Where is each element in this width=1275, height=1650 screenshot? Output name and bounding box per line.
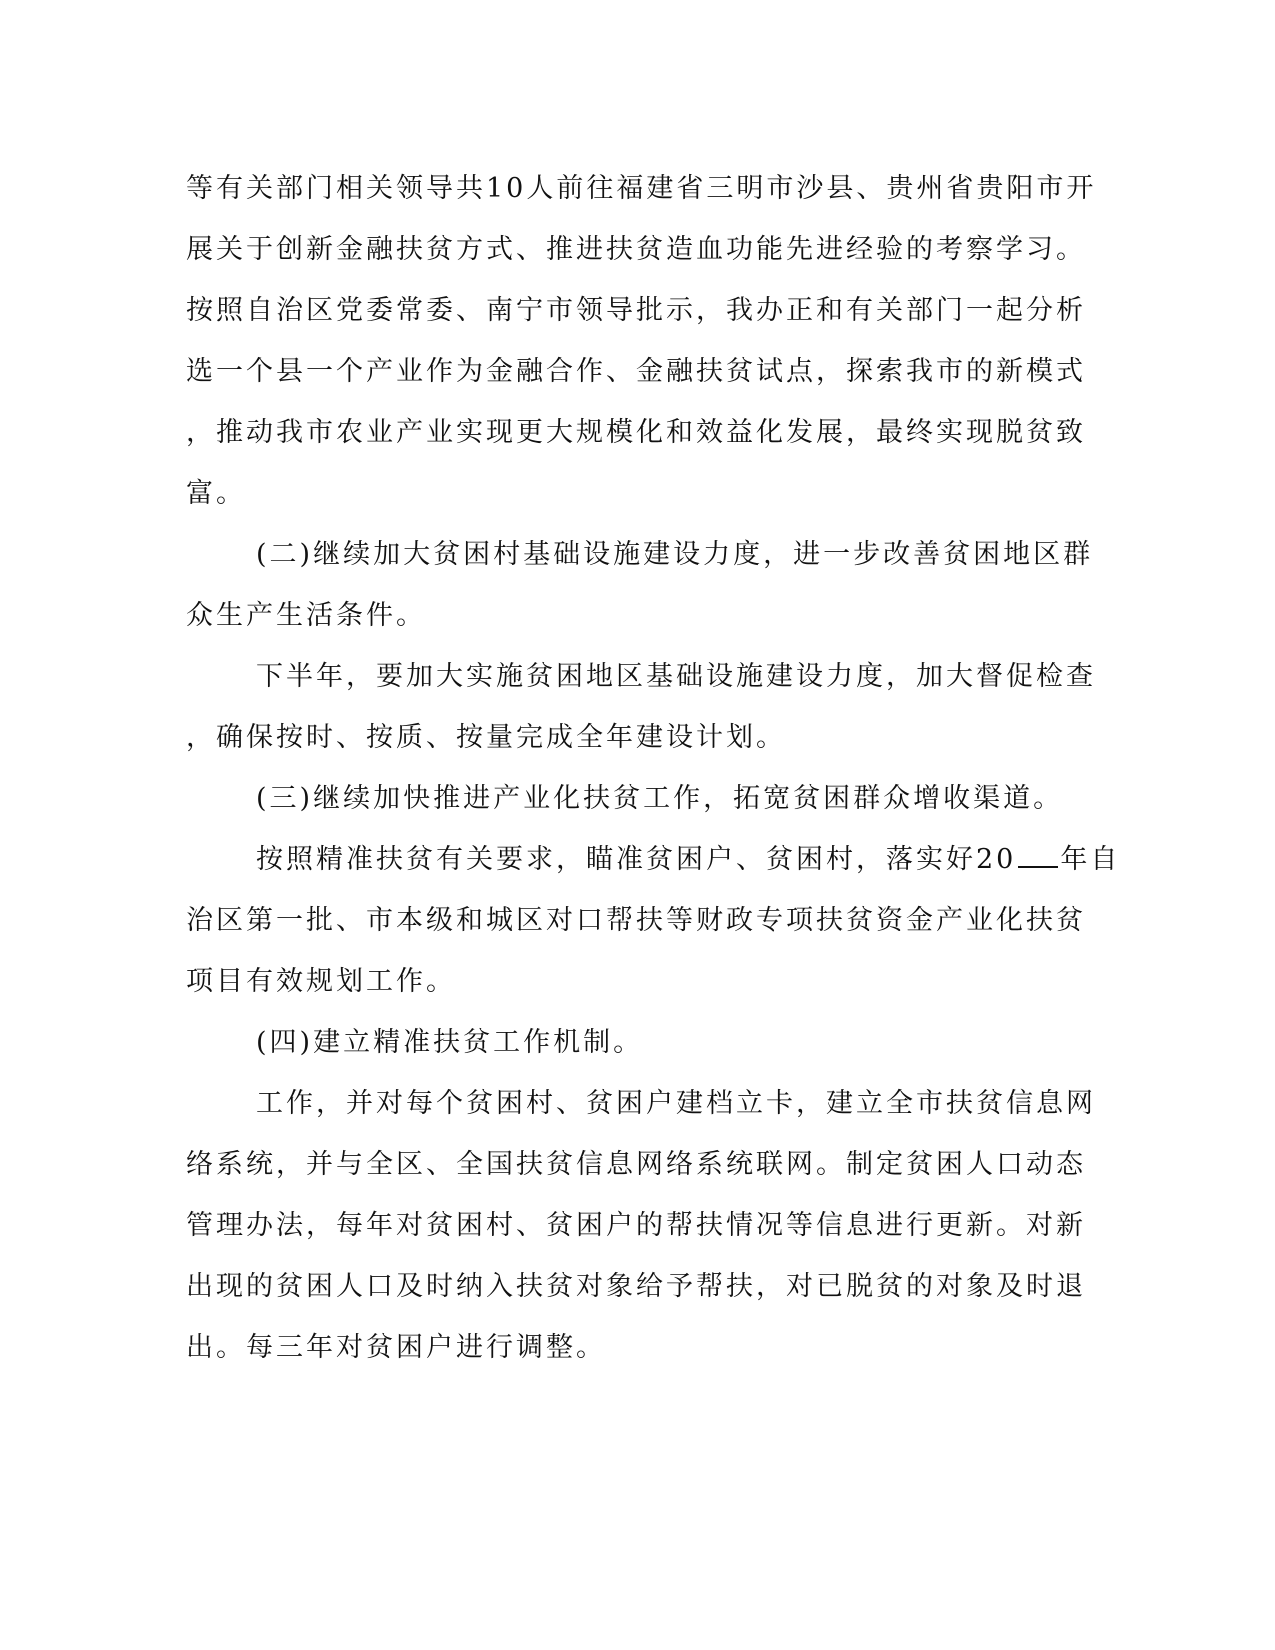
text-segment: 年自 bbox=[1060, 844, 1121, 875]
document-body bbox=[186, 158, 1121, 1378]
text-line: ，推动我市农业产业实现更大规模化和效益化发展，最终实现脱贫致 bbox=[186, 417, 1086, 448]
text-line: 络系统，并与全区、全国扶贫信息网络系统联网。制定贫困人口动态 bbox=[186, 1149, 1086, 1180]
text-line: 等有关部门相关领导共10人前往福建省三明市沙县、贵州省贵阳市开 bbox=[186, 173, 1097, 204]
text-line: 出。每三年对贫困户进行调整。 bbox=[186, 1332, 606, 1363]
section-heading-2: (二)继续加大贫困村基础设施建设力度，进一步改善贫困地区群 bbox=[256, 539, 1094, 570]
text-line: 按照自治区党委常委、南宁市领导批示，我办正和有关部门一起分析 bbox=[186, 295, 1086, 326]
text-line-with-blank bbox=[186, 829, 1121, 890]
text-line: ，确保按时、按质、按量完成全年建设计划。 bbox=[186, 722, 786, 753]
text-line: 选一个县一个产业作为金融合作、金融扶贫试点，探索我市的新模式 bbox=[186, 356, 1086, 387]
section-heading-3: (三)继续加快推进产业化扶贫工作，拓宽贫困群众增收渠道。 bbox=[256, 783, 1064, 814]
text-line: 下半年，要加大实施贫困地区基础设施建设力度，加大督促检查 bbox=[256, 661, 1096, 692]
text-line: 富。 bbox=[186, 478, 246, 509]
text-line: 工作，并对每个贫困村、贫困户建档立卡，建立全市扶贫信息网 bbox=[256, 1088, 1096, 1119]
text-line: 出现的贫困人口及时纳入扶贫对象给予帮扶，对已脱贫的对象及时退 bbox=[186, 1271, 1086, 1302]
text-line: 展关于创新金融扶贫方式、推进扶贫造血功能先进经验的考察学习。 bbox=[186, 234, 1086, 265]
fill-in-blank bbox=[1018, 842, 1058, 868]
section-heading-4: (四)建立精准扶贫工作机制。 bbox=[256, 1027, 644, 1058]
text-line: 项目有效规划工作。 bbox=[186, 966, 456, 997]
text-segment: 按照精准扶贫有关要求，瞄准贫困户、贫困村，落实好20 bbox=[256, 844, 1017, 875]
text-line: 治区第一批、市本级和城区对口帮扶等财政专项扶贫资金产业化扶贫 bbox=[186, 905, 1086, 936]
text-line: 众生产生活条件。 bbox=[186, 600, 426, 631]
text-line: 管理办法，每年对贫困村、贫困户的帮扶情况等信息进行更新。对新 bbox=[186, 1210, 1086, 1241]
